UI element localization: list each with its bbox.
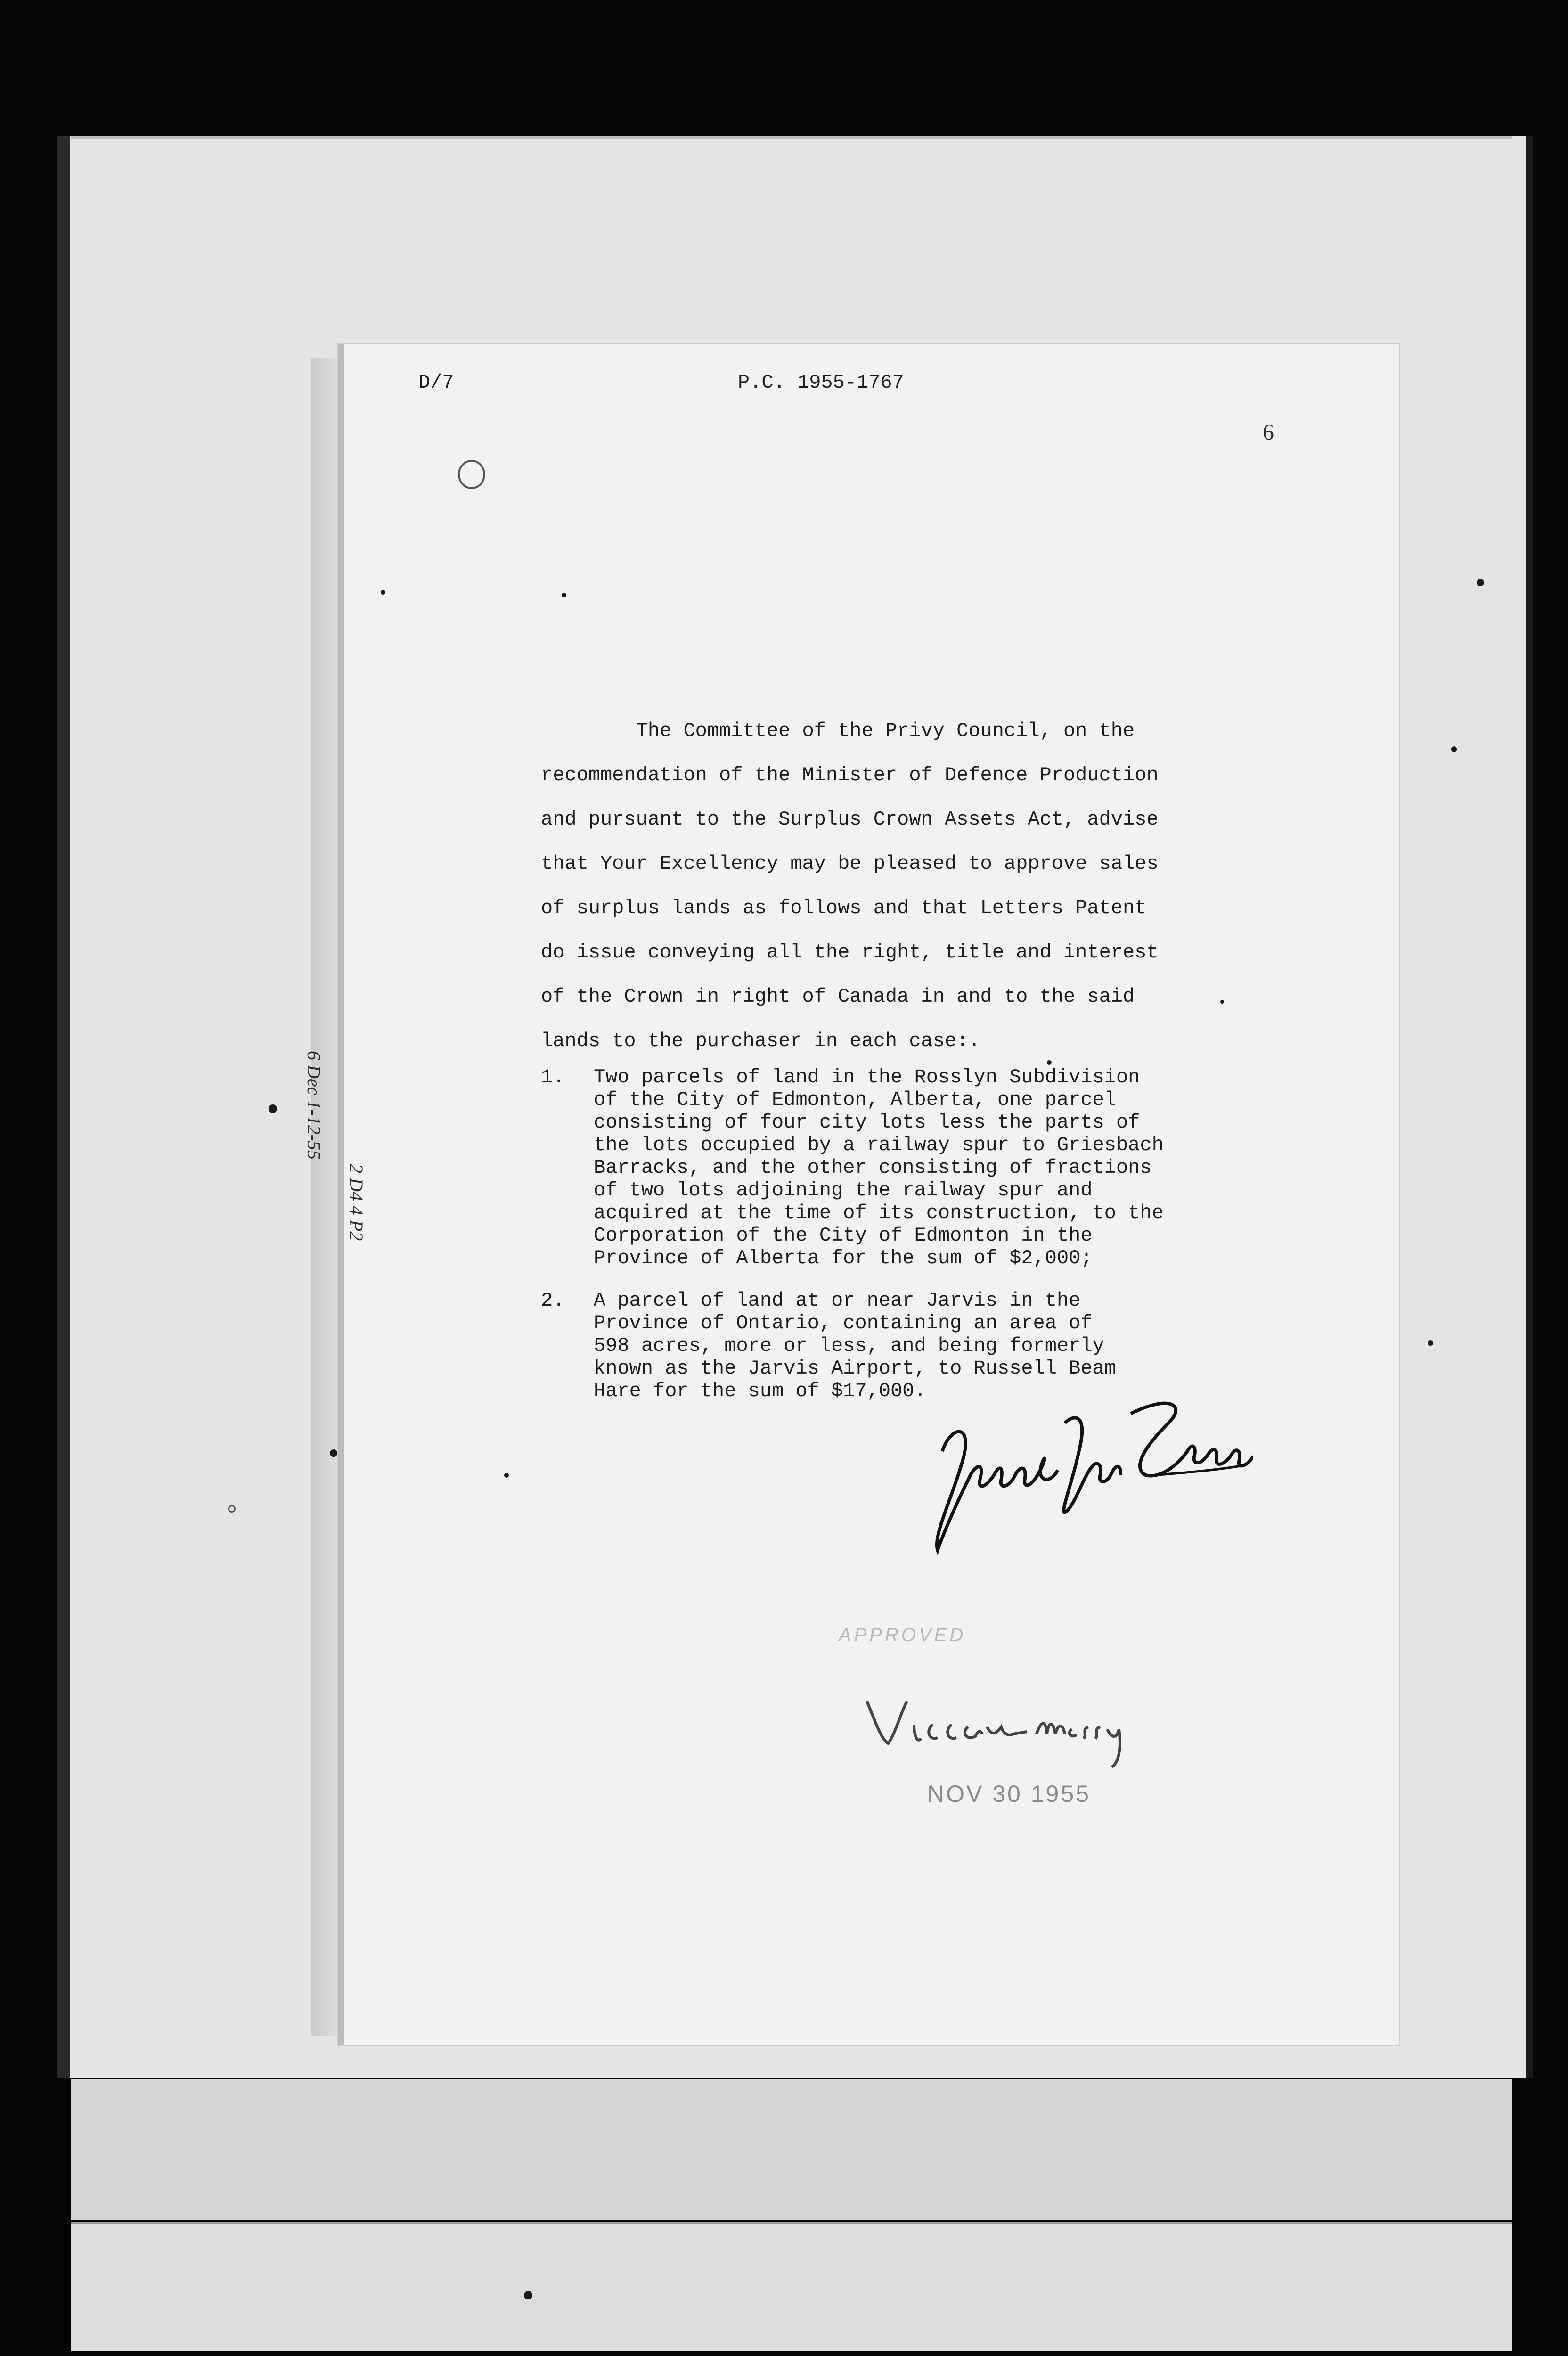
speck — [562, 593, 566, 597]
approved-stamp: APPROVED — [839, 1625, 966, 1645]
item-line: 598 acres, more or less, and being formerly — [594, 1334, 1104, 1357]
intro-paragraph — [541, 709, 1243, 1063]
intro-line: and pursuant to the Surplus Crown Assets Act, advise — [541, 808, 1159, 831]
item-line: Hare for the sum of $17,000. — [594, 1380, 926, 1402]
intro-line: of the Crown in right of Canada in and to the said — [541, 985, 1135, 1008]
margin-note: 6 Dec 1-12-55 — [303, 1051, 325, 1160]
speck — [269, 1104, 277, 1113]
intro-line: of surplus lands as follows and that Letters Patent — [541, 897, 1147, 919]
speck — [1428, 1340, 1433, 1346]
punch-hole-mark — [458, 460, 485, 489]
item-line: of the City of Edmonton, Alberta, one parcel — [594, 1088, 1116, 1111]
date-stamp: NOV 30 1955 — [927, 1781, 1091, 1807]
minister-signature — [923, 1395, 1253, 1569]
speck — [1451, 746, 1457, 752]
item-line: A parcel of land at or near Jarvis in the — [594, 1289, 1081, 1312]
item-number: 1. — [541, 1066, 565, 1088]
item-line: Two parcels of land in the Rosslyn Subdivision — [594, 1066, 1140, 1088]
item-line: Province of Ontario, containing an area of — [594, 1312, 1093, 1334]
speck — [1047, 1060, 1052, 1065]
speck — [381, 590, 385, 595]
bottom-mount-strip — [71, 2079, 1512, 2220]
order-number: P.C. 1955-1767 — [738, 371, 904, 394]
page-number: 6 — [1263, 420, 1274, 445]
speck — [1477, 579, 1484, 586]
item-line: of two lots adjoining the railway spur and — [594, 1179, 1093, 1202]
speck — [1220, 1000, 1224, 1004]
file-code: D/7 — [418, 371, 454, 394]
intro-line: that Your Excellency may be pleased to approve sales — [541, 852, 1159, 875]
item-text — [594, 1289, 1244, 1402]
item-text — [594, 1066, 1244, 1269]
item-line: Barracks, and the other consisting of fractions — [594, 1156, 1152, 1179]
speck — [504, 1473, 509, 1478]
approver-signature — [862, 1682, 1145, 1772]
mount-edge — [71, 136, 1512, 139]
item-line: acquired at the time of its construction, to the — [594, 1202, 1164, 1224]
item-line: the lots occupied by a railway spur to Griesbach — [594, 1134, 1164, 1156]
speck — [228, 1505, 236, 1513]
margin-note: 2 D4 4 P2 — [346, 1164, 367, 1241]
item-line: known as the Jarvis Airport, to Russell Beam — [594, 1357, 1116, 1380]
intro-line: recommendation of the Minister of Defence Production — [541, 764, 1159, 786]
intro-line: lands to the purchaser in each case:. — [541, 1030, 980, 1052]
speck — [524, 2291, 532, 2299]
intro-line: The Committee of the Privy Council, on the — [541, 720, 1135, 742]
item-line: Province of Alberta for the sum of $2,000; — [594, 1247, 1093, 1269]
item-line: Corporation of the City of Edmonton in the — [594, 1224, 1093, 1247]
speck — [330, 1449, 337, 1457]
item-number: 2. — [541, 1289, 565, 1312]
bottom-mount-strip-lower — [71, 2222, 1512, 2351]
intro-line: do issue conveying all the right, title and interest — [541, 941, 1159, 964]
item-line: consisting of four city lots less the parts of — [594, 1111, 1140, 1134]
